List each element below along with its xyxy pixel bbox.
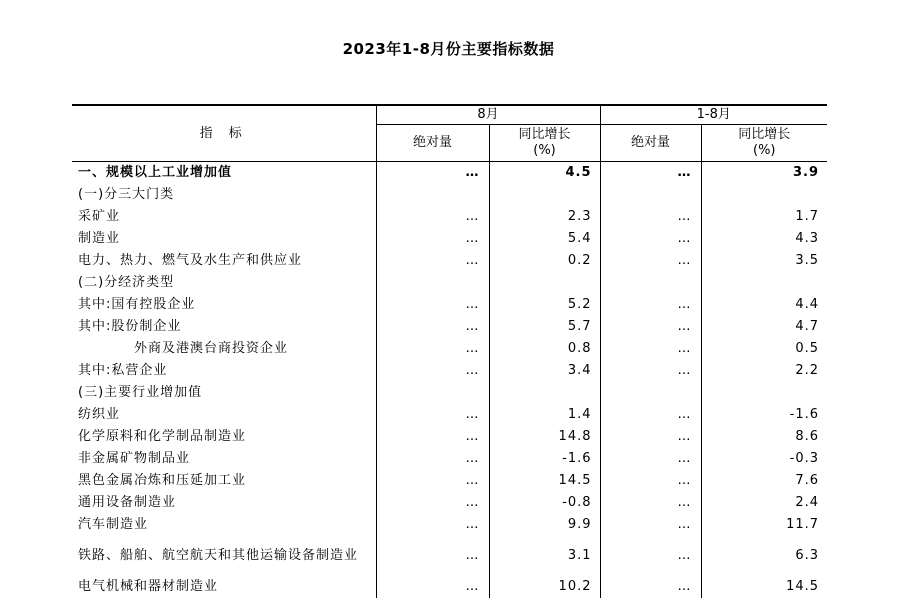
pct-cum: 2.2 bbox=[701, 360, 827, 382]
row-label: 其中:私营企业 bbox=[78, 363, 168, 378]
abs-aug: … bbox=[376, 576, 489, 598]
abs-cum: … bbox=[600, 514, 701, 536]
indicator-header: 指 标 bbox=[72, 105, 376, 162]
abs-aug: … bbox=[376, 360, 489, 382]
row-label: (一)分三大门类 bbox=[78, 187, 175, 202]
pct-aug: -0.8 bbox=[489, 492, 600, 514]
abs-aug: … bbox=[376, 426, 489, 448]
page-title: 2023年1-8月份主要指标数据 bbox=[342, 40, 555, 58]
abs-cum: … bbox=[600, 470, 701, 492]
indicator-table bbox=[72, 104, 827, 598]
abs-aug: … bbox=[376, 404, 489, 426]
abs-cum: … bbox=[600, 206, 701, 228]
abs-cum: … bbox=[600, 360, 701, 382]
pct-cum: 6.3 bbox=[701, 536, 827, 576]
abs-aug: … bbox=[376, 470, 489, 492]
abs-aug: … bbox=[376, 338, 489, 360]
period-jan-aug-header: 1-8月 bbox=[600, 105, 827, 125]
table-row bbox=[72, 576, 827, 598]
pct-aug: 10.2 bbox=[489, 576, 600, 598]
abs-cum: … bbox=[600, 338, 701, 360]
table-row bbox=[72, 492, 827, 514]
abs-aug: … bbox=[376, 162, 489, 185]
row-label: 其中:股份制企业 bbox=[78, 319, 182, 334]
row-label: (三)主要行业增加值 bbox=[78, 385, 203, 400]
abs-cum: … bbox=[600, 426, 701, 448]
table-row bbox=[72, 162, 827, 185]
abs-cum bbox=[600, 272, 701, 294]
abs-aug bbox=[376, 272, 489, 294]
table-row bbox=[72, 338, 827, 360]
pct-cum: -1.6 bbox=[701, 404, 827, 426]
table-row bbox=[72, 426, 827, 448]
pct-cum: 3.5 bbox=[701, 250, 827, 272]
pct-cum bbox=[701, 272, 827, 294]
row-label: 铁路、船舶、航空航天和其他运输设备制造业 bbox=[78, 548, 359, 563]
pct-cum: 4.4 bbox=[701, 294, 827, 316]
pct-cum: 2.4 bbox=[701, 492, 827, 514]
pct-cum: 1.7 bbox=[701, 206, 827, 228]
pct-cum: 0.5 bbox=[701, 338, 827, 360]
table-row bbox=[72, 294, 827, 316]
pct-aug bbox=[489, 382, 600, 404]
pct-cum: 8.6 bbox=[701, 426, 827, 448]
abs-cum: … bbox=[600, 536, 701, 576]
abs-cum bbox=[600, 382, 701, 404]
pct-aug: 0.2 bbox=[489, 250, 600, 272]
row-label: 其中:国有控股企业 bbox=[78, 297, 196, 312]
row-label: 非金属矿物制品业 bbox=[78, 451, 191, 466]
abs-aug: … bbox=[376, 316, 489, 338]
abs-cum bbox=[600, 184, 701, 206]
yoy-header-cum: 同比增长 (%) bbox=[701, 125, 827, 162]
pct-aug: 0.8 bbox=[489, 338, 600, 360]
abs-cum: … bbox=[600, 448, 701, 470]
pct-aug bbox=[489, 184, 600, 206]
table-row bbox=[72, 360, 827, 382]
abs-aug bbox=[376, 382, 489, 404]
abs-aug: … bbox=[376, 514, 489, 536]
abs-aug: … bbox=[376, 448, 489, 470]
table-row bbox=[72, 206, 827, 228]
row-label: 电气机械和器材制造业 bbox=[78, 579, 219, 594]
row-label: 纺织业 bbox=[78, 407, 121, 422]
absolute-header-aug: 绝对量 bbox=[376, 125, 489, 162]
row-label: (二)分经济类型 bbox=[78, 275, 175, 290]
abs-aug: … bbox=[376, 206, 489, 228]
row-label: 黑色金属冶炼和压延加工业 bbox=[78, 473, 247, 488]
row-label: 一、规模以上工业增加值 bbox=[78, 165, 233, 180]
abs-aug bbox=[376, 184, 489, 206]
pct-aug: 14.8 bbox=[489, 426, 600, 448]
pct-aug: 5.4 bbox=[489, 228, 600, 250]
pct-cum bbox=[701, 184, 827, 206]
abs-aug: … bbox=[376, 492, 489, 514]
yoy-header-aug: 同比增长 (%) bbox=[489, 125, 600, 162]
table-row bbox=[72, 448, 827, 470]
abs-aug: … bbox=[376, 250, 489, 272]
pct-aug: 2.3 bbox=[489, 206, 600, 228]
table-row bbox=[72, 316, 827, 338]
pct-aug: 14.5 bbox=[489, 470, 600, 492]
pct-cum: 7.6 bbox=[701, 470, 827, 492]
table-row bbox=[72, 272, 827, 294]
row-label: 电力、热力、燃气及水生产和供应业 bbox=[78, 253, 303, 268]
table-row bbox=[72, 536, 827, 576]
row-label: 汽车制造业 bbox=[78, 517, 149, 532]
pct-cum: 4.3 bbox=[701, 228, 827, 250]
abs-cum: … bbox=[600, 250, 701, 272]
row-label: 制造业 bbox=[78, 231, 121, 246]
pct-cum bbox=[701, 382, 827, 404]
pct-aug: 3.4 bbox=[489, 360, 600, 382]
pct-aug: 9.9 bbox=[489, 514, 600, 536]
pct-cum: 11.7 bbox=[701, 514, 827, 536]
period-august-header: 8月 bbox=[376, 105, 600, 125]
table-row bbox=[72, 470, 827, 492]
pct-aug bbox=[489, 272, 600, 294]
abs-aug: … bbox=[376, 294, 489, 316]
table-row bbox=[72, 184, 827, 206]
row-label: 化学原料和化学制品制造业 bbox=[78, 429, 247, 444]
abs-cum: … bbox=[600, 294, 701, 316]
pct-cum: 3.9 bbox=[701, 162, 827, 185]
abs-aug: … bbox=[376, 536, 489, 576]
pct-aug: 5.7 bbox=[489, 316, 600, 338]
table-row bbox=[72, 404, 827, 426]
absolute-header-cum: 绝对量 bbox=[600, 125, 701, 162]
row-label: 采矿业 bbox=[78, 209, 121, 224]
abs-cum: … bbox=[600, 492, 701, 514]
table-row bbox=[72, 250, 827, 272]
row-label: 外商及港澳台商投资企业 bbox=[134, 341, 289, 356]
table-row bbox=[72, 382, 827, 404]
table-row bbox=[72, 514, 827, 536]
pct-aug: 5.2 bbox=[489, 294, 600, 316]
pct-aug: 3.1 bbox=[489, 536, 600, 576]
pct-cum: 4.7 bbox=[701, 316, 827, 338]
abs-cum: … bbox=[600, 316, 701, 338]
row-label: 通用设备制造业 bbox=[78, 495, 177, 510]
pct-cum: 14.5 bbox=[701, 576, 827, 598]
pct-cum: -0.3 bbox=[701, 448, 827, 470]
table-row bbox=[72, 228, 827, 250]
pct-aug: -1.6 bbox=[489, 448, 600, 470]
abs-cum: … bbox=[600, 228, 701, 250]
abs-aug: … bbox=[376, 228, 489, 250]
abs-cum: … bbox=[600, 162, 701, 185]
pct-aug: 4.5 bbox=[489, 162, 600, 185]
abs-cum: … bbox=[600, 576, 701, 598]
pct-aug: 1.4 bbox=[489, 404, 600, 426]
abs-cum: … bbox=[600, 404, 701, 426]
